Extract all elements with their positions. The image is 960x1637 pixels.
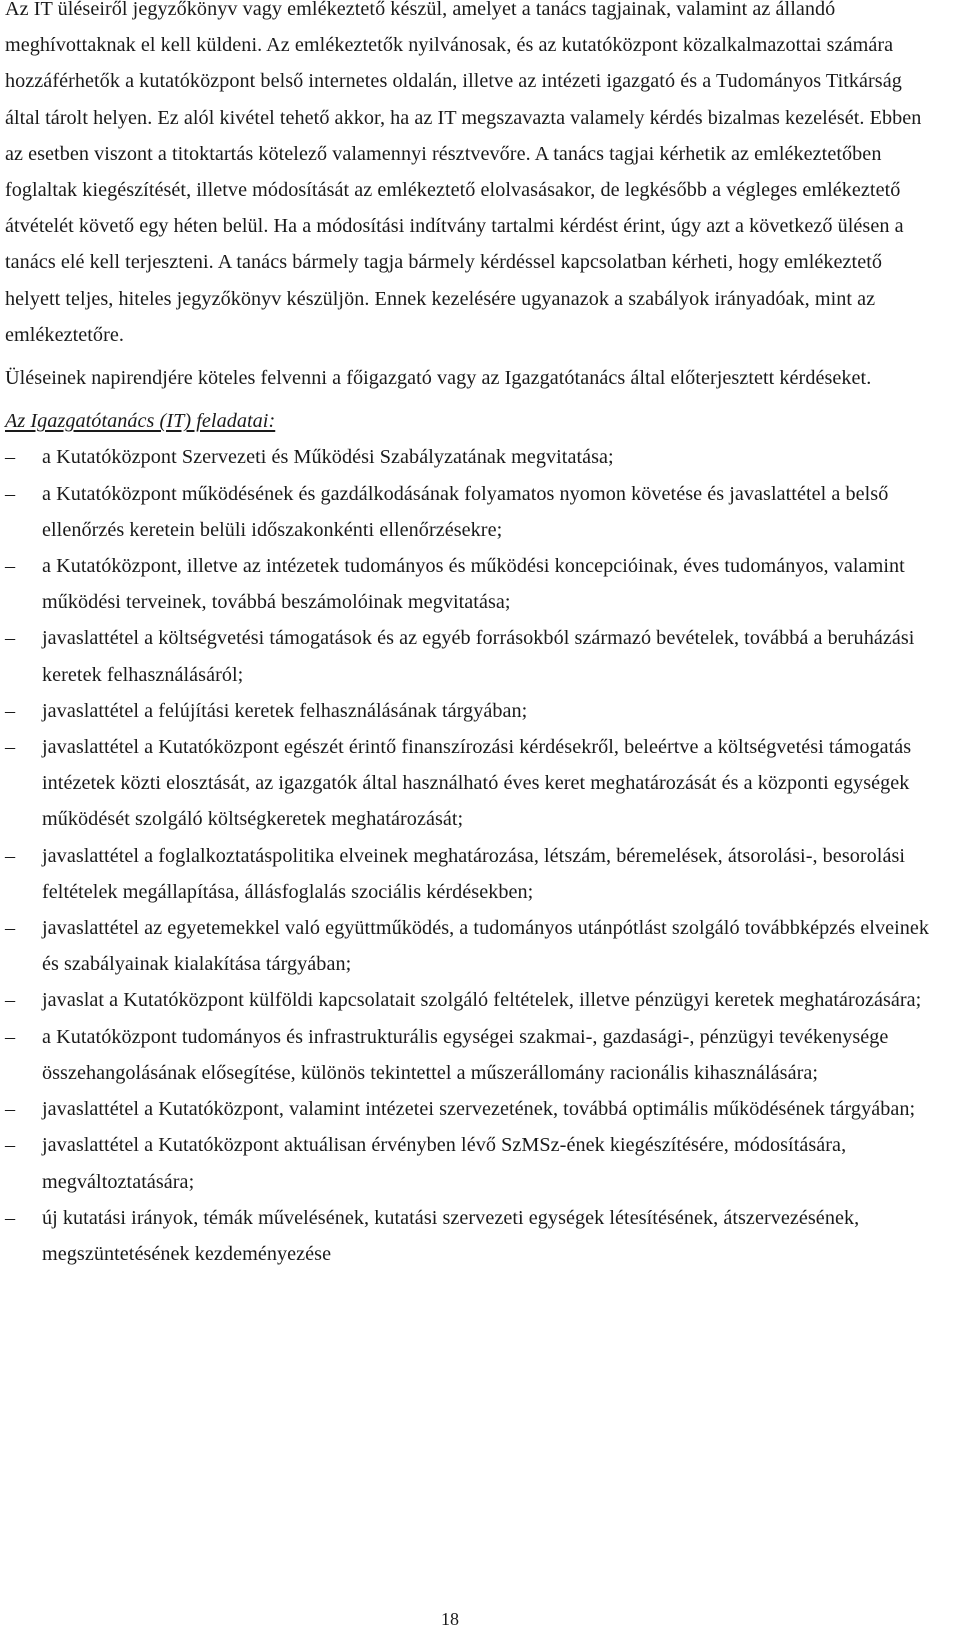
task-text: javaslattétel az egyetemekkel való együttműködés, a tudományos utánpótlást szolgáló továbbképzés elveinek és szabályainak kialakítása tárgyában; (42, 917, 930, 976)
page-number: 18 (441, 1609, 459, 1629)
task-text: a Kutatóközpont, illetve az intézetek tudományos és működési koncepcióinak, éves tudományos, valamint működési terveinek, továbbá beszámolóinak megvitatása; (42, 555, 905, 614)
dash-bullet-icon: – (5, 482, 16, 505)
dash-bullet-icon: – (5, 989, 16, 1012)
task-text: javaslattétel a Kutatóközpont egészét érintő finanszírozási kérdésekről, beleértve a költségvetési támogatás intézetek közti elosztását, az igazgatók által használható éves keret meghatározását és a központi egységek működését szolgáló költségkeretek meghatározását; (42, 736, 912, 831)
dash-bullet-icon: – (5, 917, 16, 940)
task-text: új kutatási irányok, témák művelésének, kutatási szervezeti egységek létesítésének, átszervezésének, megszüntetésének kezdeményezése (42, 1206, 860, 1265)
task-list-item (5, 1200, 930, 1272)
task-list-item (5, 910, 930, 982)
dash-bullet-icon: – (5, 699, 16, 722)
dash-bullet-icon: – (5, 555, 16, 578)
task-list-item (5, 620, 930, 692)
task-text: javaslattétel a költségvetési támogatások és az egyéb forrásokból származó bevételek, továbbá a beruházási keretek felhasználásáról; (42, 627, 915, 686)
task-text: a Kutatóközpont tudományos és infrastrukturális egységei szakmai-, gazdasági-, pénzügyi tevékenysége összehangolásának elősegítése, különös tekintettel a műszerállomány racionális kihasználására; (42, 1025, 889, 1084)
task-text: javaslattétel a foglalkoztatáspolitika elveinek meghatározása, létszám, béremelések, átsorolási-, besorolási feltételek megállapítása, állásfoglalás szociális kérdésekben; (42, 844, 906, 903)
task-text: javaslattétel a felújítási keretek felhasználásának tárgyában; (42, 699, 528, 722)
task-list-item (5, 982, 930, 1018)
task-text: javaslat a Kutatóközpont külföldi kapcsolatait szolgáló feltételek, illetve pénzügyi keretek meghatározására; (42, 989, 922, 1012)
dash-bullet-icon: – (5, 1206, 16, 1229)
task-text: a Kutatóközpont működésének és gazdálkodásának folyamatos nyomon követése és javaslattétel a belső ellenőrzés keretein belüli időszakonkénti ellenőrzésekre; (42, 482, 889, 541)
dash-bullet-icon: – (5, 446, 16, 469)
agenda-paragraph: Üléseinek napirendjére köteles felvenni a főigazgató vagy az Igazgatótanács által előterjesztett kérdéseket. (5, 367, 872, 390)
dash-bullet-icon: – (5, 627, 16, 650)
task-text: javaslattétel a Kutatóközpont aktuálisan érvényben lévő SzMSz-ének kiegészítésére, módosítására, megváltoztatására; (42, 1134, 847, 1193)
task-list-item (5, 729, 930, 838)
task-text: a Kutatóközpont Szervezeti és Működési Szabályzatának megvitatása; (42, 446, 614, 469)
intro-paragraph: Az IT üléseiről jegyzőkönyv vagy emlékeztető készül, amelyet a tanács tagjainak, valamint az állandó meghívottaknak el kell küldeni. Az emlékeztetők nyilvánosak, és az kutatóközpont közalkalmazottai számára hozzáférhetők a kutatóközpont belső internetes oldalán, illetve az intézeti igazgató és a Tudományos Titkárság által tárolt helyen. Ez alól kivétel tehető akkor, ha az IT megszavazta valamely kérdés bizalmas kezelését. Ebben az esetben viszont a titoktartás kötelező valamennyi résztvevőre. A tanács tagjai kérhetik az emlékeztetőben foglaltak kiegészítését, illetve módosítását az emlékeztető elolvasásakor, de legkésőbb a végleges emlékeztető átvételét követő egy héten belül. Ha a módosítási indítvány tartalmi kérdést érint, úgy azt a következő ülésen a tanács elé kell terjeszteni. A tanács bármely tagja bármely kérdéssel kapcsolatban kérheti, hogy emlékeztető helyett teljes, hiteles jegyzőkönyv készüljön. Ennek kezelésére ugyanazok a szabályok irányadóak, mint az emlékeztetőre. (5, 0, 922, 346)
task-list-item (5, 838, 930, 910)
task-list-item (5, 439, 930, 475)
dash-bullet-icon: – (5, 1025, 16, 1048)
tasks-heading: Az Igazgatótanács (IT) feladatai: (5, 410, 276, 433)
tasks-list (5, 439, 930, 1272)
task-list-item (5, 693, 930, 729)
dash-bullet-icon: – (5, 1134, 16, 1157)
dash-bullet-icon: – (5, 844, 16, 867)
task-list-item (5, 1091, 930, 1127)
task-text: javaslattétel a Kutatóközpont, valamint intézetei szervezetének, továbbá optimális működésének tárgyában; (42, 1098, 916, 1121)
dash-bullet-icon: – (5, 1098, 16, 1121)
task-list-item (5, 548, 930, 620)
task-list-item (5, 1019, 930, 1091)
task-list-item (5, 1127, 930, 1199)
task-list-item (5, 476, 930, 548)
dash-bullet-icon: – (5, 736, 16, 759)
